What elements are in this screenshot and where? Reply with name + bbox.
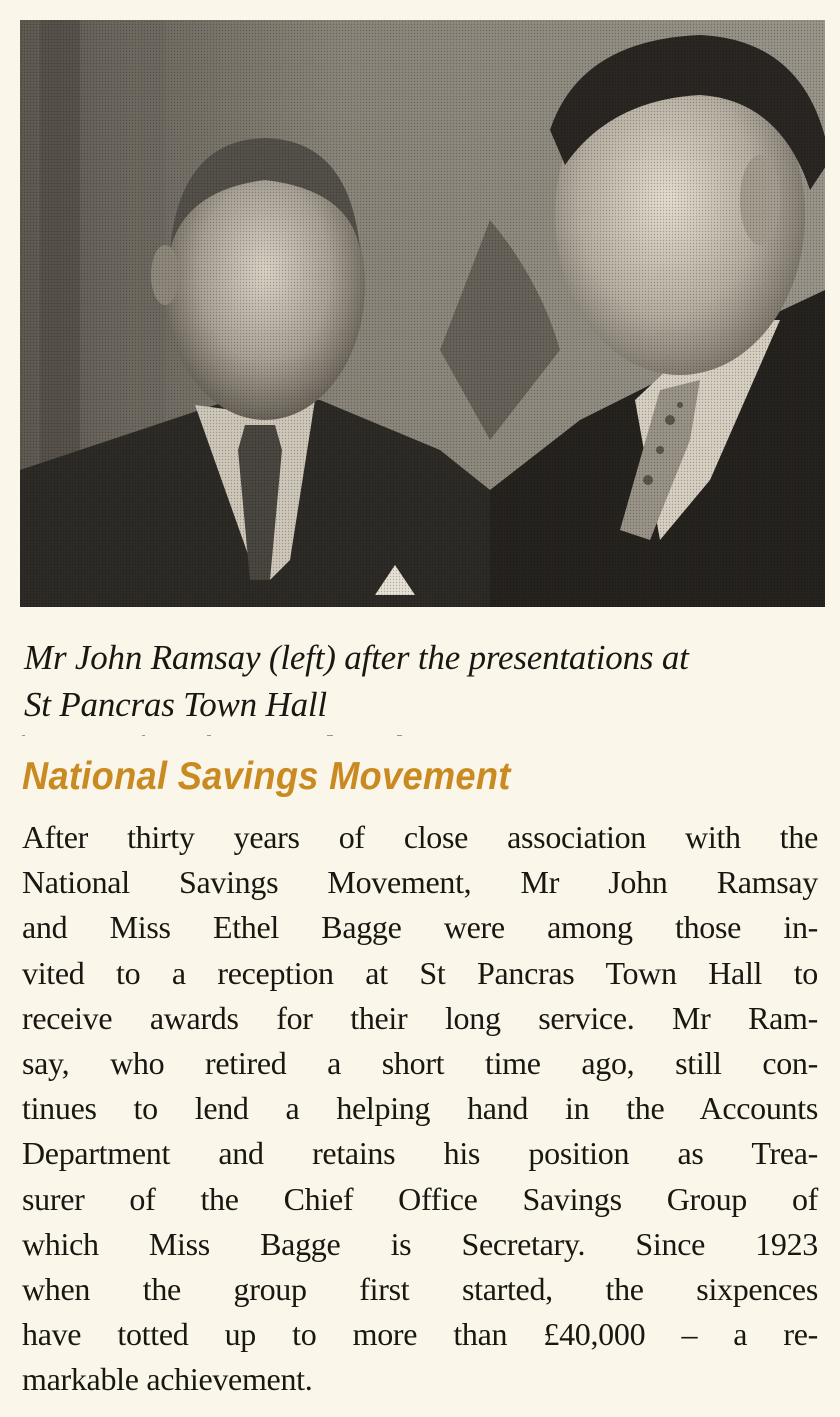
halftone-photograph [20,20,825,607]
caption-line: Mr John Ramsay (left) after the presentations at [24,638,689,677]
body-line: Department and retains his position as Trea- [22,1135,818,1172]
photo-illustration [20,20,825,607]
body-line: and Miss Ethel Bagge were among those in- [22,909,818,946]
body-line: say, who retired a short time ago, still con- [22,1044,818,1081]
body-line: surer of the Chief Office Savings Group of [22,1180,818,1217]
body-line: which Miss Bagge is Secretary. Since 1923 [22,1225,818,1262]
body-line: when the group first started, the sixpences [22,1270,818,1307]
body-line: National Savings Movement, Mr John Ramsay [22,864,818,901]
body-line: receive awards for their long service. Mr Ram- [22,999,818,1036]
caption-line: St Pancras Town Hall [24,685,327,724]
body-line: After thirty years of close association with the [22,819,818,855]
dotted-divider [22,735,402,737]
photo-caption [24,634,824,728]
article-body [22,815,818,1402]
body-line: markable achievement. [22,1361,313,1398]
article-headline: National Savings Movement [22,755,511,798]
body-line: vited to a reception at St Pancras Town Hall to [22,954,818,991]
body-line: tinues to lend a helping hand in the Accounts [22,1090,818,1127]
body-line: have totted up to more than £40,000 – a re- [22,1316,818,1353]
